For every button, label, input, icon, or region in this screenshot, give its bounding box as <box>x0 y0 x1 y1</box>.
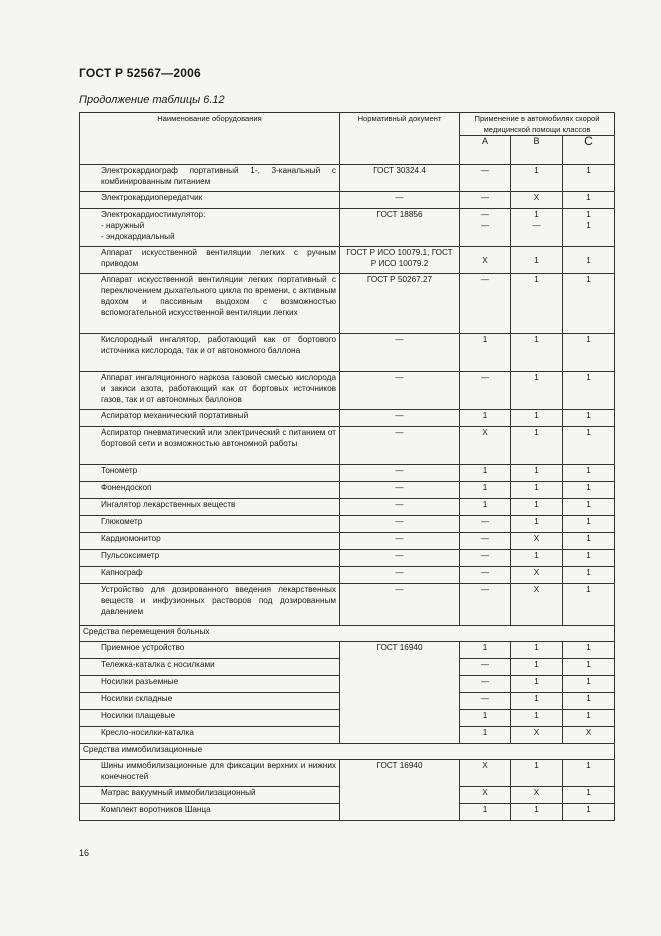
class-c-value: 1 <box>563 516 615 533</box>
class-b-value: 1 <box>511 410 563 427</box>
class-c-value: 1 <box>563 804 615 821</box>
class-b-value: 1 <box>511 427 563 465</box>
value-line: — <box>480 210 490 219</box>
class-a-value: — <box>460 533 511 550</box>
table-row <box>80 533 615 550</box>
normative-document: ГОСТ 16940 <box>340 760 460 821</box>
value-line: 1 <box>586 210 591 219</box>
class-b-value: 1 <box>511 659 563 676</box>
table-caption: Продолжение таблицы 6.12 <box>79 94 225 106</box>
equipment-name: Приемное устройство <box>80 642 340 659</box>
class-c-value: 1 <box>563 247 615 274</box>
class-b-value: 1 <box>511 274 563 334</box>
table-row <box>80 209 615 247</box>
class-c-value: 1 <box>563 584 615 626</box>
class-b-value: Х <box>511 787 563 804</box>
column-header-class-c: С <box>563 136 615 165</box>
class-c-value: 1 <box>563 499 615 516</box>
equipment-name: Комплект воротников Шанца <box>80 804 340 821</box>
class-a-value: — <box>460 693 511 710</box>
class-a-value: — <box>460 584 511 626</box>
table-row <box>80 427 615 465</box>
class-c-value: 1 <box>563 567 615 584</box>
section-row <box>80 744 615 760</box>
class-b-value: 1 <box>511 804 563 821</box>
table-row <box>80 465 615 482</box>
class-c-value: 1 <box>563 192 615 209</box>
class-c-value: Х <box>563 727 615 744</box>
class-b-value: 1 <box>511 693 563 710</box>
equipment-name: Носилки разъемные <box>80 676 340 693</box>
equipment-name: Аспиратор механический портативный <box>80 410 340 427</box>
value-line: 1 <box>534 210 539 219</box>
normative-document: — <box>340 465 460 482</box>
class-a-value: 1 <box>460 642 511 659</box>
normative-document: — <box>340 427 460 465</box>
class-b-value: 1 <box>511 165 563 192</box>
normative-document: — <box>340 499 460 516</box>
class-a-value: 1 <box>460 410 511 427</box>
class-a-value: — <box>460 165 511 192</box>
equipment-table <box>79 112 615 821</box>
equipment-name: Кардиомонитор <box>80 533 340 550</box>
section-title-transport: Средства перемещения больных <box>80 626 615 642</box>
class-a-value: 1 <box>460 482 511 499</box>
normative-document: ГОСТ Р 50267.27 <box>340 274 460 334</box>
class-c-value: 1 <box>563 334 615 372</box>
class-b-value: Х <box>511 533 563 550</box>
class-c-value: 1 <box>563 165 615 192</box>
class-a-value <box>460 209 511 247</box>
equipment-name: Тонометр <box>80 465 340 482</box>
class-b-value: 1 <box>511 372 563 410</box>
normative-document: ГОСТ 16940 <box>340 642 460 744</box>
equipment-name: Шины иммобилизационные для фиксации верхних и нижних конечностей <box>80 760 340 787</box>
column-header-application: Применение в автомобилях скорой медицинской помощи классов <box>460 113 615 136</box>
equipment-name: Устройство для дозированного введения лекарственных веществ и инфузионных растворов под дозированным давлением <box>80 584 340 626</box>
table-row <box>80 334 615 372</box>
class-b-value: 1 <box>511 482 563 499</box>
table-row <box>80 372 615 410</box>
class-c-value: 1 <box>563 642 615 659</box>
class-b-value: 1 <box>511 642 563 659</box>
value-line: — <box>480 221 490 230</box>
class-b-value: 1 <box>511 710 563 727</box>
class-c-value: 1 <box>563 533 615 550</box>
equipment-name: Тележка-каталка с носилками <box>80 659 340 676</box>
class-c-value: 1 <box>563 676 615 693</box>
table-row <box>80 247 615 274</box>
table-row <box>80 642 615 659</box>
class-a-value: Х <box>460 247 511 274</box>
normative-document: — <box>340 334 460 372</box>
value-line: 1 <box>586 221 591 230</box>
class-c-value: 1 <box>563 482 615 499</box>
table-row <box>80 516 615 533</box>
equipment-subitem: - наружный <box>101 221 145 230</box>
class-c-value <box>563 209 615 247</box>
table-row <box>80 584 615 626</box>
table-row <box>80 567 615 584</box>
class-b-value: 1 <box>511 465 563 482</box>
table-row <box>80 274 615 334</box>
normative-document: — <box>340 533 460 550</box>
equipment-name: Электрокардиопередатчик <box>80 192 340 209</box>
class-a-value: — <box>460 659 511 676</box>
class-b-value: Х <box>511 567 563 584</box>
document-header: ГОСТ Р 52567—2006 <box>79 66 201 80</box>
normative-document: — <box>340 567 460 584</box>
column-header-class-b: В <box>511 136 563 165</box>
class-c-value: 1 <box>563 787 615 804</box>
class-c-value: 1 <box>563 372 615 410</box>
class-b-value: 1 <box>511 247 563 274</box>
class-c-value: 1 <box>563 427 615 465</box>
normative-document: — <box>340 584 460 626</box>
class-c-value: 1 <box>563 710 615 727</box>
equipment-name: Глюкометр <box>80 516 340 533</box>
normative-document: ГОСТ 30324.4 <box>340 165 460 192</box>
normative-document: ГОСТ Р ИСО 10079.1, ГОСТ Р ИСО 10079.2 <box>340 247 460 274</box>
class-b-value: 1 <box>511 550 563 567</box>
normative-document: — <box>340 516 460 533</box>
class-a-value: Х <box>460 760 511 787</box>
class-b-value: 1 <box>511 334 563 372</box>
equipment-name: Кислородный ингалятор, работающий как от бортового источника кислорода, так и от автономного баллона <box>80 334 340 372</box>
class-b-value: Х <box>511 192 563 209</box>
class-c-value: 1 <box>563 410 615 427</box>
equipment-name: Капнограф <box>80 567 340 584</box>
normative-document: — <box>340 482 460 499</box>
equipment-name: Кресло-носилки-каталка <box>80 727 340 744</box>
equipment-name: Аспиратор пневматический или электрический с питанием от бортовой сети и возможностью автономной работы <box>80 427 340 465</box>
equipment-name: Ингалятор лекарственных веществ <box>80 499 340 516</box>
equipment-name: Фонендоскоп <box>80 482 340 499</box>
class-a-value: — <box>460 372 511 410</box>
equipment-name: Аппарат искусственной вентиляции легких с ручным приводом <box>80 247 340 274</box>
class-b-value: 1 <box>511 676 563 693</box>
equipment-subitem: - эндокардиальный <box>101 232 175 241</box>
value-line: — <box>532 221 541 230</box>
column-header-name: Наименование оборудования <box>80 113 340 165</box>
class-a-value: — <box>460 676 511 693</box>
equipment-name: Аппарат ингаляционного наркоза газовой смесью кислорода и закиси азота, работающий как от бортовых источников газов, так и от автономных баллонов <box>80 372 340 410</box>
table-row <box>80 760 615 787</box>
equipment-name: Носилки плащевые <box>80 710 340 727</box>
equipment-name <box>80 209 340 247</box>
normative-document: — <box>340 410 460 427</box>
column-header-document: Нормативный документ <box>340 113 460 165</box>
class-a-value: 1 <box>460 710 511 727</box>
normative-document: — <box>340 192 460 209</box>
page-number: 16 <box>79 848 90 858</box>
equipment-name: Пульсоксиметр <box>80 550 340 567</box>
class-c-value: 1 <box>563 274 615 334</box>
class-a-value: 1 <box>460 334 511 372</box>
class-b-value: 1 <box>511 499 563 516</box>
class-a-value: Х <box>460 787 511 804</box>
class-c-value: 1 <box>563 465 615 482</box>
section-row <box>80 626 615 642</box>
normative-document: — <box>340 550 460 567</box>
normative-document: ГОСТ 18856 <box>340 209 460 247</box>
equipment-name: Носилки складные <box>80 693 340 710</box>
table-row <box>80 410 615 427</box>
table-row <box>80 165 615 192</box>
column-header-class-a: А <box>460 136 511 165</box>
equipment-name: Матрас вакуумный иммобилизационный <box>80 787 340 804</box>
class-a-value: 1 <box>460 727 511 744</box>
class-b-value <box>511 209 563 247</box>
class-a-value: — <box>460 274 511 334</box>
class-a-value: — <box>460 567 511 584</box>
equipment-name: Электрокардиограф портативный 1-, 3-канальный с комбинированным питанием <box>80 165 340 192</box>
class-a-value: 1 <box>460 499 511 516</box>
class-a-value: — <box>460 192 511 209</box>
class-a-value: Х <box>460 427 511 465</box>
class-c-value: 1 <box>563 760 615 787</box>
table-row <box>80 482 615 499</box>
normative-document: — <box>340 372 460 410</box>
class-b-value: Х <box>511 584 563 626</box>
class-a-value: — <box>460 550 511 567</box>
class-a-value: 1 <box>460 465 511 482</box>
class-a-value: — <box>460 516 511 533</box>
equipment-name-main: Электрокардиостимулятор: <box>101 210 206 219</box>
equipment-name: Аппарат искусственной вентиляции легких портативный с переключением дыхательного цикла по времени, с активным вдохом и пассивным выдохом с возможностью вспомогательной искусственной вентиляции легких <box>80 274 340 334</box>
table-row <box>80 550 615 567</box>
section-title-immobilization: Средства иммобилизационные <box>80 744 615 760</box>
class-c-value: 1 <box>563 659 615 676</box>
table-row <box>80 192 615 209</box>
table-row <box>80 499 615 516</box>
class-b-value: 1 <box>511 516 563 533</box>
class-c-value: 1 <box>563 550 615 567</box>
class-c-value: 1 <box>563 693 615 710</box>
class-b-value: Х <box>511 727 563 744</box>
class-b-value: 1 <box>511 760 563 787</box>
class-a-value: 1 <box>460 804 511 821</box>
